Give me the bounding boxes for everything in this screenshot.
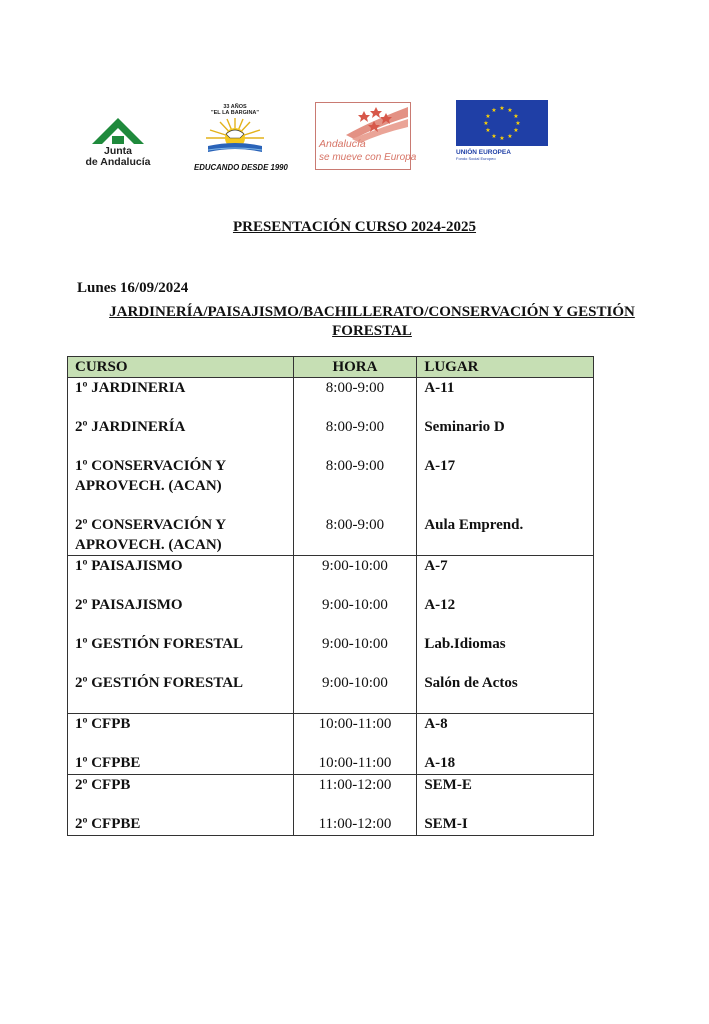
junta-arch-icon bbox=[88, 114, 148, 146]
cell-hora: 8:00-9:00 bbox=[293, 456, 417, 515]
table-row bbox=[68, 714, 594, 754]
eu-logo bbox=[456, 100, 550, 170]
svg-text:★: ★ bbox=[483, 120, 489, 127]
cell-hora: 9:00-10:00 bbox=[293, 595, 417, 634]
cell-hora: 11:00-12:00 bbox=[293, 775, 417, 815]
table-row bbox=[68, 456, 594, 515]
table-row bbox=[68, 595, 594, 634]
cell-lugar: Seminario D bbox=[417, 417, 594, 456]
table-row bbox=[68, 417, 594, 456]
svg-text:★: ★ bbox=[507, 133, 513, 140]
table-row bbox=[68, 378, 594, 418]
cell-lugar: A-17 bbox=[417, 456, 594, 515]
table-header-row bbox=[68, 357, 594, 378]
eu-fund: Fondo Social Europeo bbox=[456, 156, 496, 161]
cell-lugar: A-11 bbox=[417, 378, 594, 418]
table-row bbox=[68, 753, 594, 775]
cell-curso: 1º GESTIÓN FORESTAL bbox=[68, 634, 294, 673]
cell-curso: 1º PAISAJISMO bbox=[68, 556, 294, 596]
svg-text:★: ★ bbox=[491, 107, 497, 114]
eu-stars-icon bbox=[456, 100, 548, 146]
cell-hora: 11:00-12:00 bbox=[293, 814, 417, 836]
svg-text:★: ★ bbox=[499, 105, 505, 112]
ase-line1: Andalucía bbox=[319, 138, 366, 150]
cell-hora: 8:00-9:00 bbox=[293, 515, 417, 556]
junta-line2: de Andalucía bbox=[85, 156, 151, 168]
cell-lugar: Salón de Actos bbox=[417, 673, 594, 714]
table-row bbox=[68, 634, 594, 673]
table-row bbox=[68, 814, 594, 836]
school-motto: EDUCANDO DESDE 1990 bbox=[194, 162, 288, 172]
eu-name: UNIÓN EUROPEA bbox=[456, 149, 511, 156]
cell-lugar: SEM-E bbox=[417, 775, 594, 815]
school-name-small: "EL LA BARGINA" bbox=[211, 110, 259, 116]
page-title: PRESENTACIÓN CURSO 2024-2025 bbox=[232, 219, 477, 235]
andalucia-europa-logo bbox=[315, 102, 417, 170]
sun-emblem-icon bbox=[200, 116, 270, 156]
school-logo bbox=[194, 104, 288, 172]
cell-hora: 8:00-9:00 bbox=[293, 417, 417, 456]
cell-lugar: A-7 bbox=[417, 556, 594, 596]
cell-curso: 1º CONSERVACIÓN Y APROVECH. (ACAN) bbox=[68, 456, 294, 515]
cell-hora: 10:00-11:00 bbox=[293, 753, 417, 775]
svg-text:★: ★ bbox=[513, 113, 519, 120]
cell-curso: 1º CFPB bbox=[68, 714, 294, 754]
cell-curso: 2º GESTIÓN FORESTAL bbox=[68, 673, 294, 714]
cell-lugar: A-8 bbox=[417, 714, 594, 754]
cell-curso: 2º JARDINERÍA bbox=[68, 417, 294, 456]
cell-hora: 9:00-10:00 bbox=[293, 673, 417, 714]
svg-text:★: ★ bbox=[499, 135, 505, 142]
cell-curso: 2º CFPB bbox=[68, 775, 294, 815]
cell-hora: 9:00-10:00 bbox=[293, 556, 417, 596]
cell-hora: 8:00-9:00 bbox=[293, 378, 417, 418]
programs-subtitle: JARDINERÍA/PAISAJISMO/BACHILLERATO/CONSERVACIÓN Y GESTIÓN FORESTAL bbox=[109, 304, 635, 339]
header-curso: CURSO bbox=[68, 357, 294, 378]
cell-lugar: A-18 bbox=[417, 753, 594, 775]
junta-andalucia-logo bbox=[70, 114, 166, 168]
cell-curso: 2º CONSERVACIÓN Y APROVECH. (ACAN) bbox=[68, 515, 294, 556]
cell-curso: 2º CFPBE bbox=[68, 814, 294, 836]
cell-lugar: Aula Emprend. bbox=[417, 515, 594, 556]
svg-text:★: ★ bbox=[507, 107, 513, 114]
svg-text:★: ★ bbox=[491, 133, 497, 140]
school-years: 33 AÑOS bbox=[223, 104, 247, 110]
cell-curso: 1º JARDINERIA bbox=[68, 378, 294, 418]
table-row bbox=[68, 556, 594, 596]
cell-lugar: Lab.Idiomas bbox=[417, 634, 594, 673]
svg-text:★: ★ bbox=[485, 113, 491, 120]
junta-line1: Junta bbox=[103, 145, 132, 157]
cell-hora: 10:00-11:00 bbox=[293, 714, 417, 754]
eu-flag-icon bbox=[456, 100, 548, 146]
header-hora: HORA bbox=[293, 357, 417, 378]
schedule-table bbox=[67, 356, 594, 836]
svg-text:★: ★ bbox=[485, 127, 491, 134]
cell-lugar: SEM-I bbox=[417, 814, 594, 836]
header-lugar: LUGAR bbox=[417, 357, 594, 378]
cell-lugar: A-12 bbox=[417, 595, 594, 634]
svg-text:★: ★ bbox=[513, 127, 519, 134]
cell-curso: 2º PAISAJISMO bbox=[68, 595, 294, 634]
svg-text:★: ★ bbox=[515, 120, 521, 127]
ase-line2: se mueve con Europa bbox=[319, 152, 417, 163]
table-row bbox=[68, 673, 594, 714]
table-row bbox=[68, 775, 594, 815]
logo-strip bbox=[0, 96, 709, 176]
table-row bbox=[68, 515, 594, 556]
cell-curso: 1º CFPBE bbox=[68, 753, 294, 775]
cell-hora: 9:00-10:00 bbox=[293, 634, 417, 673]
date-label: Lunes 16/09/2024 bbox=[77, 280, 189, 296]
